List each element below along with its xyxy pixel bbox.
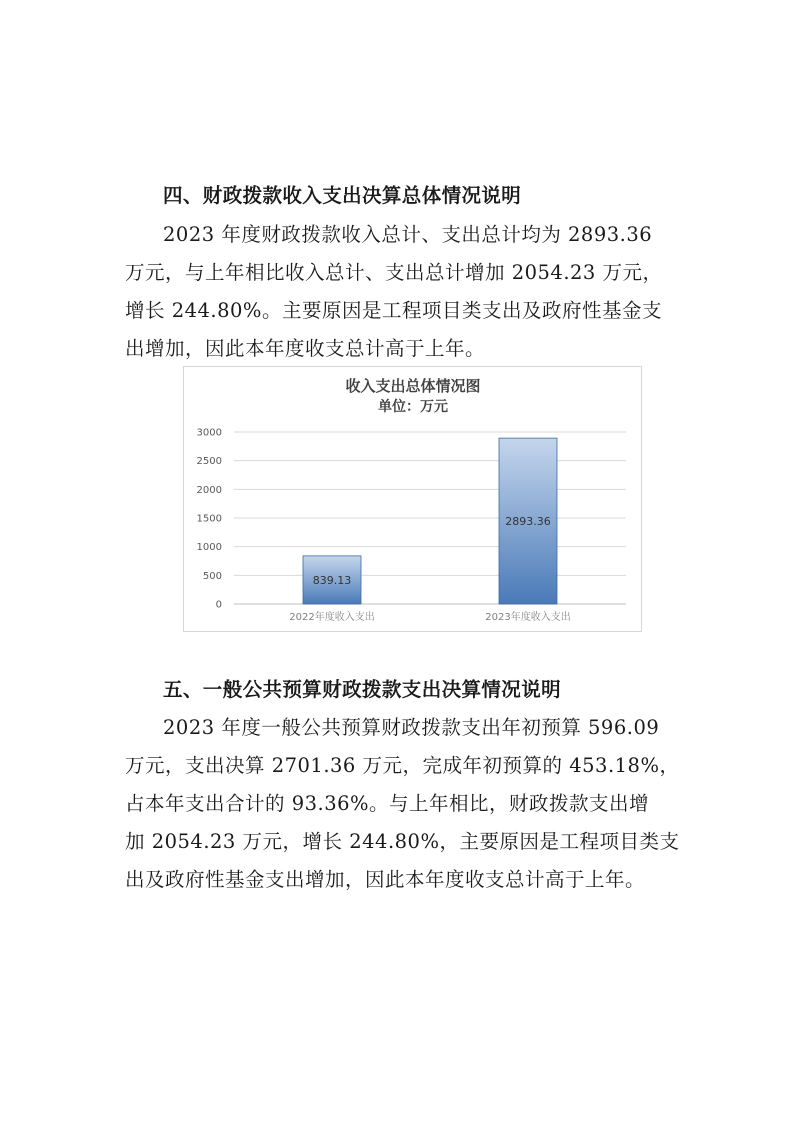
y-tick-label: 0 <box>215 599 222 611</box>
x-axis-labels <box>289 610 570 623</box>
y-tick-label: 1500 <box>196 513 222 525</box>
section-4-heading: 四、财政拨款收入支出决算总体情况说明 <box>163 184 522 207</box>
chart-canvas <box>184 367 643 633</box>
section-5-line-4: 加 2054.23 万元，增长 244.80%，主要原因是工程项目类支 <box>125 830 680 853</box>
section-5-line-5: 出及政府性基金支出增加，因此本年度收支总计高于上年。 <box>125 868 646 891</box>
x-category-label: 2023年度收入支出 <box>485 612 571 623</box>
chart-subtitle: 单位：万元 <box>378 399 448 415</box>
y-axis-ticks <box>197 428 222 611</box>
chart-title: 收入支出总体情况图 <box>345 377 481 395</box>
section-5-line-1: 2023 年度一般公共预算财政拨款支出年初预算 596.09 <box>163 716 660 739</box>
y-tick-label: 500 <box>202 570 222 582</box>
y-tick-label: 1000 <box>196 542 222 554</box>
section-4-line-3: 增长 244.80%。主要原因是工程项目类支出及政府性基金支 <box>125 299 662 322</box>
gridlines <box>234 432 626 604</box>
income-expense-chart <box>183 366 642 632</box>
bar-data-label: 2893.36 <box>505 515 551 529</box>
section-4-line-2: 万元，与上年相比收入总计、支出总计增加 2054.23 万元， <box>125 261 663 284</box>
bars <box>303 438 557 604</box>
y-tick-label: 2500 <box>196 456 222 468</box>
y-tick-label: 3000 <box>196 427 222 439</box>
section-4-line-4: 出增加，因此本年度收支总计高于上年。 <box>125 337 486 360</box>
bar-data-label: 839.13 <box>312 573 352 587</box>
x-category-label: 2022年度收入支出 <box>289 612 375 623</box>
section-5-line-3: 占本年支出合计的 93.36%。与上年相比，财政拨款支出增 <box>125 792 650 815</box>
section-4-line-1: 2023 年度财政拨款收入总计、支出总计均为 2893.36 <box>163 223 653 246</box>
section-5-heading: 五、一般公共预算财政拨款支出决算情况说明 <box>163 678 562 701</box>
y-tick-label: 2000 <box>196 484 222 496</box>
section-5-line-2: 万元，支出决算 2701.36 万元，完成年初预算的 453.18%， <box>125 754 680 777</box>
